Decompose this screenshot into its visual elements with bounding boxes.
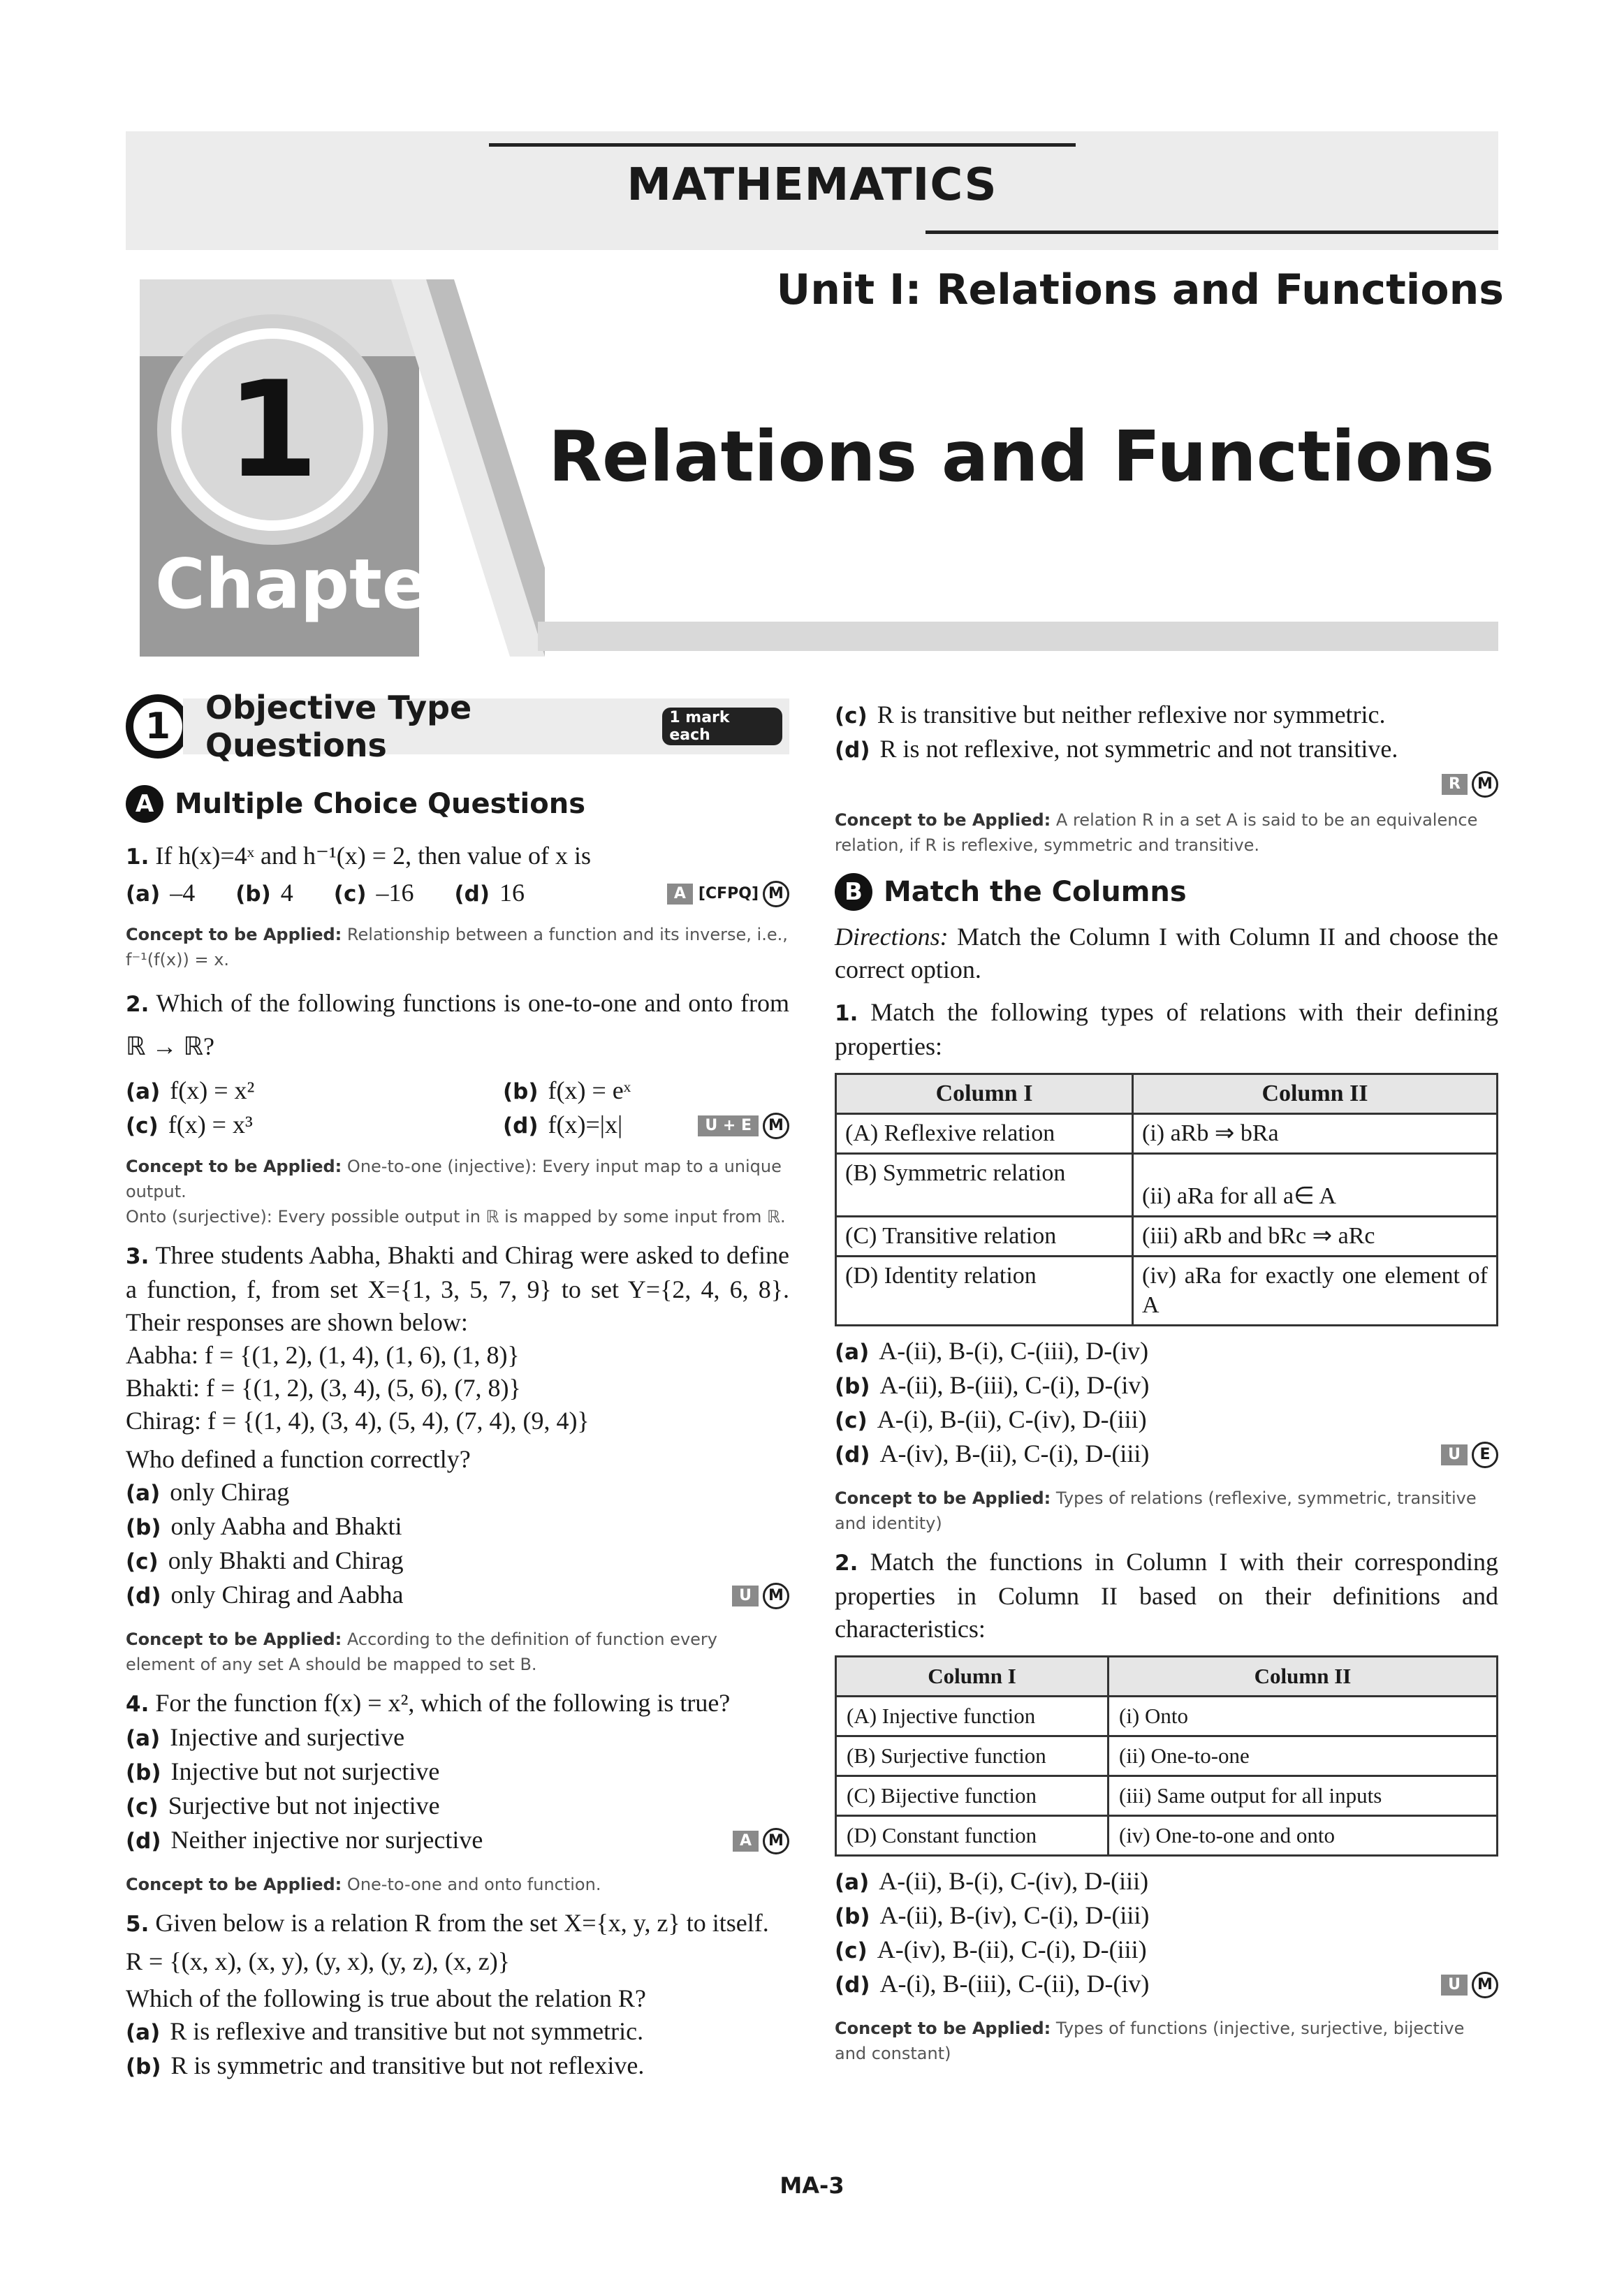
option[interactable]: (a) R is reflexive and transitive but not symmetric. xyxy=(126,2017,644,2045)
question-prompt: Who defined a function correctly? xyxy=(126,1445,471,1473)
option[interactable]: (a) f(x) = x² xyxy=(126,1076,255,1104)
table-row: (D) Identity relation (iv) aRa for exactly one element of A xyxy=(836,1257,1498,1326)
concept-note: Concept to be Applied: Types of functions (injective, surjective, bijective and constant) xyxy=(835,2019,1465,2063)
column-header: Column I xyxy=(836,1074,1133,1114)
option[interactable]: (c) –16 xyxy=(333,879,414,907)
option[interactable]: (d) Neither injective nor surjective xyxy=(126,1826,483,1854)
question-3: 3. Three students Aabha, Bhakti and Chirag were asked to define a function, f, from set X={1, 3, 5, 7, 9} to set Y={2, 4, 6, 8}. Their responses are shown below: Aabha: f = {(1, 2), (1, 4), (1, 6), (1, 8)} Bhakti: f = {(1, 2), (3, 4), (5, 6), (7, 8)} Chirag: f = {(1, 4), (3, 4), (5, 4), (7, 4), (9, 4)} Who defined a function correctly? (a) only Chirag (b) only Aabha and Bhakti (c) only Bhakti and Chirag (d) only Chirag and Aabha U M Concept to be Applied: According to the definition of function every element of any set A should be mapped to set B. xyxy=(126,1239,789,1677)
question-2: 2. Which of the following functions is one-to-one and onto from ℝ → ℝ? (a) f(x) = x² (b) f(x) = eˣ (c) f(x) = x³ (d) f(x)=|x| U + E M Concept to be Applied: One-to-one (injective): Every input map to a unique output. Onto (surjective): Every possible output in ℝ is mapped by some input from ℝ. xyxy=(126,982,789,1229)
page-number: MA-3 xyxy=(780,2172,844,2199)
column-header: Column I xyxy=(836,1657,1109,1697)
table-row: (A) Injective function (i) Onto xyxy=(836,1697,1498,1736)
question-text: Match the following types of relations with their defining properties: xyxy=(835,998,1499,1060)
option[interactable]: (b) R is symmetric and transitive but not reflexive. xyxy=(126,2051,645,2079)
match-table xyxy=(835,1655,1498,1857)
column-header: Column II xyxy=(1109,1657,1498,1697)
difficulty-tag: U xyxy=(732,1586,759,1606)
question-5: 5. Given below is a relation R from the set X={x, y, z} to itself. R = {(x, x), (x, y), (y, x), (y, z), (x, z)} Which of the following is true about the relation R? (a) R is reflexive and transitive but not symmetric. (b) R is symmetric and transitive but not reflexive. xyxy=(126,1907,789,2084)
question-1: 1. If h(x)=4ˣ and h⁻¹(x) = 2, then value of x is (a) –4 (b) 4 (c) –16 (d) 16 A [CFPQ] M Concept to be Applied: Relationship between a function and its inverse, i.e., f⁻¹(f(x)) = x. xyxy=(126,840,789,972)
difficulty-tag: U + E xyxy=(698,1115,759,1136)
concept-note: Concept to be Applied: A relation R in a set A is said to be an equivalence relation, if R is reflexive, symmetric and transitive. xyxy=(835,810,1478,855)
subsection-header xyxy=(126,785,789,823)
chapter-title: Relations and Functions xyxy=(548,416,1495,497)
option[interactable]: (c) A-(i), B-(ii), C-(iv), D-(iii) xyxy=(835,1405,1147,1433)
chapter-number: 1 xyxy=(226,353,319,507)
table-row: (C) Bijective function (iii) Same output for all inputs xyxy=(836,1776,1498,1816)
option[interactable]: (a) –4 xyxy=(126,879,196,907)
unit-title: Unit I: Relations and Functions xyxy=(776,265,1504,314)
option[interactable]: (b) A-(ii), B-(iv), C-(i), D-(iii) xyxy=(835,1901,1150,1929)
concept-note: Concept to be Applied: One-to-one and onto function. xyxy=(126,1875,601,1894)
question-text: Three students Aabha, Bhakti and Chirag were asked to define a function, f, from set X={1, 3, 5, 7, 9} to set Y={2, 4, 6, 8}. Their responses are shown below: xyxy=(126,1241,790,1336)
difficulty-tag: A xyxy=(733,1831,759,1852)
header-rule-top xyxy=(489,143,1076,147)
cfpq-tag: [CFPQ] xyxy=(698,885,759,902)
option[interactable]: (c) f(x) = x³ xyxy=(126,1111,253,1139)
difficulty-tag: A xyxy=(667,884,693,905)
option[interactable]: (b) f(x) = eˣ xyxy=(503,1076,631,1104)
section-header xyxy=(126,689,789,764)
chapter-label: Chapter xyxy=(155,545,462,624)
question-prompt: Which of the following is true about the relation R? xyxy=(126,1984,646,2012)
concept-note: Concept to be Applied: One-to-one (injective): Every input map to a unique output. xyxy=(126,1157,782,1201)
subsection-header xyxy=(835,873,1498,911)
option[interactable]: (a) A-(ii), B-(i), C-(iv), D-(iii) xyxy=(835,1867,1149,1895)
question-text: If h(x)=4ˣ and h⁻¹(x) = 2, then value of x is xyxy=(155,842,592,870)
option[interactable]: (d) only Chirag and Aabha xyxy=(126,1581,404,1609)
option[interactable]: (a) Injective and surjective xyxy=(126,1723,405,1751)
level-badge: M xyxy=(1472,771,1498,798)
option[interactable]: (c) A-(iv), B-(ii), C-(i), D-(iii) xyxy=(835,1935,1147,1963)
question-text: For the function f(x) = x², which of the following is true? xyxy=(155,1689,731,1717)
marks-badge: 1 mark each xyxy=(662,708,782,745)
option[interactable]: (c) R is transitive but neither reflexive nor symmetric. xyxy=(835,701,1386,729)
relation-line: R = {(x, x), (x, y), (y, x), (y, z), (x, z)} xyxy=(126,1947,511,1975)
question-text: Given below is a relation R from the set X={x, y, z} to itself. xyxy=(155,1909,769,1937)
response-line: Bhakti: f = {(1, 2), (3, 4), (5, 6), (7, 8)} xyxy=(126,1374,521,1402)
option[interactable]: (c) Surjective but not injective xyxy=(126,1792,440,1820)
option[interactable]: (d) A-(iv), B-(ii), C-(i), D-(iii) xyxy=(835,1440,1150,1467)
option[interactable]: (d) R is not reflexive, not symmetric and not transitive. xyxy=(835,735,1398,763)
header-bottom-band xyxy=(538,622,1498,651)
section-title: Objective Type Questions xyxy=(205,689,472,764)
option[interactable]: (c) only Bhakti and Chirag xyxy=(126,1546,404,1574)
concept-note-extra: Onto (surjective): Every possible output in ℝ is mapped by some input from ℝ. xyxy=(126,1207,786,1227)
option[interactable]: (d) f(x)=|x| xyxy=(503,1111,623,1139)
match-question-1: 1. Match the following types of relations with their defining properties: Column I Column II (A) Reflexive relation (i) aRb ⇒ bRa (B) Symmetric relation (ii) aRa for all a∈ A (C) Transitive relation (iii) aRb and bRc ⇒ aRc (D) Identity relation (iv) aRa for exactly one element of A (a) A-(ii), B-(i), C-(iii), D-(iv) (b) A-(ii), B-(iii), C-(i), D-(iv) (c) A-(i), B-(ii), C-(iv), D-(iii) (d) A-(iv), B-(ii), C-(i), D-(iii) U E Concept to be Applied: Types of relations (reflexive, symmetric, transitive and identity) xyxy=(835,996,1498,1536)
subsection-letter: B xyxy=(835,873,872,911)
option[interactable]: (b) A-(ii), B-(iii), C-(i), D-(iv) xyxy=(835,1371,1150,1399)
subsection-title: Match the Columns xyxy=(884,876,1187,908)
concept-note: Concept to be Applied: Types of relations (reflexive, symmetric, transitive and identity) xyxy=(835,1488,1477,1533)
concept-note: Concept to be Applied: Relationship between a function and its inverse, i.e., f⁻¹(f(x)) = x. xyxy=(126,925,788,969)
directions: Directions: Match the Column I with Column II and choose the correct option. xyxy=(835,923,1499,983)
question-text: Match the functions in Column I with their corresponding properties in Column II based on their definitions and characteristics: xyxy=(835,1548,1498,1643)
table-row: (C) Transitive relation (iii) aRb and bRc ⇒ aRc xyxy=(836,1217,1498,1257)
concept-note: Concept to be Applied: According to the definition of function every element of any set A should be mapped to set B. xyxy=(126,1630,717,1674)
level-badge: M xyxy=(1472,1972,1498,1998)
difficulty-tag: U xyxy=(1441,1975,1468,1996)
level-badge: M xyxy=(763,1113,789,1139)
question-4: 4. For the function f(x) = x², which of the following is true? (a) Injective and surjective (b) Injective but not surjective (c) Surjective but not injective (d) Neither injective nor surjective A M Concept to be Applied: One-to-one and onto function. xyxy=(126,1687,789,1897)
level-badge: M xyxy=(763,1583,789,1609)
header-rule-bottom xyxy=(926,230,1498,234)
subsection-title: Multiple Choice Questions xyxy=(175,788,586,820)
option[interactable]: (d) 16 xyxy=(454,879,525,907)
table-row: (B) Surjective function (ii) One-to-one xyxy=(836,1736,1498,1776)
level-badge: M xyxy=(763,1828,789,1854)
right-column xyxy=(835,698,1498,2066)
level-badge: M xyxy=(763,881,789,907)
subject-title: MATHEMATICS xyxy=(627,159,997,211)
table-row: (D) Constant function (iv) One-to-one and onto xyxy=(836,1816,1498,1856)
subsection-letter: A xyxy=(126,785,163,823)
column-header: Column II xyxy=(1133,1074,1498,1114)
response-line: Chirag: f = {(1, 4), (3, 4), (5, 4), (7, 4), (9, 4)} xyxy=(126,1407,590,1435)
difficulty-tag: R xyxy=(1442,774,1468,795)
option[interactable]: (b) Injective but not surjective xyxy=(126,1757,440,1785)
match-question-2: 2. Match the functions in Column I with their corresponding properties in Column II based on their definitions and characteristics: Column I Column II (A) Injective function (i) Onto (B) Surjective function (ii) One-to-one (C) Bijective function (iii) Same output for all inputs (D) Constant function (iv) One-to-one and onto (a) A-(ii), B-(i), C-(iv), D-(iii) (b) A-(ii), B-(iv), C-(i), D-(iii) (c) A-(iv), B-(ii), C-(i), D-(iii) (d) A-(i), B-(iii), C-(ii), D-(iv) U M Concept to be Applied: Types of functions (injective, surjective, bijective and constant) xyxy=(835,1546,1498,2066)
response-line: Aabha: f = {(1, 2), (1, 4), (1, 6), (1, 8)} xyxy=(126,1341,520,1369)
level-badge: E xyxy=(1472,1442,1498,1468)
option[interactable]: (b) only Aabha and Bhakti xyxy=(126,1512,402,1540)
option[interactable]: (a) A-(ii), B-(i), C-(iii), D-(iv) xyxy=(835,1337,1149,1365)
section-number-badge: 1 xyxy=(126,694,190,759)
question-text: Which of the following functions is one-to-one and onto from ℝ → ℝ? xyxy=(126,989,789,1060)
difficulty-tag: U xyxy=(1441,1444,1468,1465)
table-row: (A) Reflexive relation (i) aRb ⇒ bRa xyxy=(836,1114,1498,1154)
option[interactable]: (d) A-(i), B-(iii), C-(ii), D-(iv) xyxy=(835,1970,1150,1998)
table-row: (B) Symmetric relation (ii) aRa for all a∈ A xyxy=(836,1154,1498,1217)
option[interactable]: (a) only Chirag xyxy=(126,1478,290,1506)
match-table xyxy=(835,1073,1498,1326)
option[interactable]: (b) 4 xyxy=(235,879,293,907)
left-column xyxy=(126,691,789,2084)
